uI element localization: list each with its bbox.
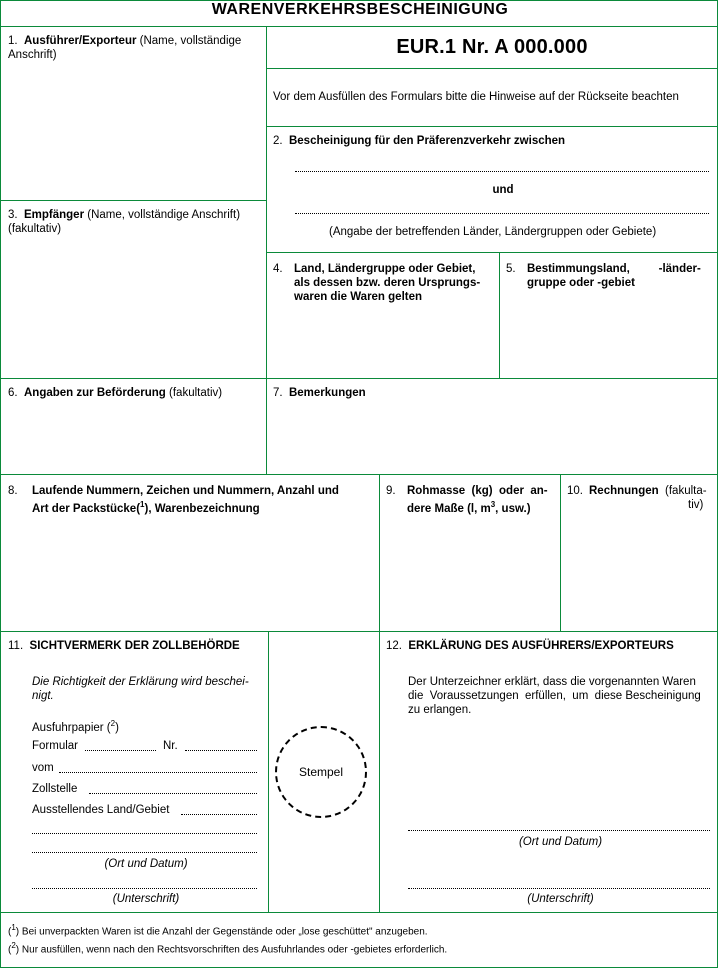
field-label: als dessen bzw. deren Ursprungs- [294, 277, 481, 289]
field-origin-country[interactable] [266, 252, 499, 378]
field-remarks[interactable] [266, 378, 718, 474]
signature-label: (Unterschrift) [527, 893, 594, 905]
field-number: 9. [386, 485, 396, 497]
field-number: 1. [8, 35, 18, 47]
field-number: 4. [273, 263, 283, 275]
field-label: Laufende Nummern, Zeichen und Nummern, Anzahl und [32, 485, 339, 497]
form-dotted-field[interactable] [85, 750, 156, 751]
signature-label: (Unterschrift) [112, 893, 180, 905]
vom-dotted-field[interactable] [59, 772, 257, 773]
nr-dotted-field[interactable] [185, 750, 257, 751]
field-label: Angaben zur Beförderung [23, 387, 166, 399]
footnote-ref: 1 [140, 500, 145, 509]
nr-label: Nr. [163, 740, 178, 752]
form-title: WARENVERKEHRSBESCHEINIGUNG [211, 1, 509, 18]
field-detail: tiv) [688, 499, 704, 511]
field-label: Ausführer/Exporteur [23, 35, 137, 47]
form-label: Formular [32, 740, 79, 752]
cert-number-box [266, 26, 718, 68]
field-number: 3. [8, 209, 18, 221]
field-label: gruppe oder -gebiet [527, 277, 635, 289]
field-consignee[interactable] [0, 200, 266, 378]
field-note: (Angabe der betreffenden Länder, Ländergruppen oder Gebiete) [329, 226, 657, 238]
vom-label: vom [32, 762, 54, 774]
field-number: 10. [567, 485, 583, 497]
footnotes: ($^1$) Bei unverpackten Waren ist die Anzahl der Gegenstände oder „lose geschüttet" anzugeben. ($^2$) Nur ausfüllen, wenn nach den Rechtsvorschriften des Ausfuhrlandes oder -gebietes erforderlich. [0, 912, 718, 968]
dotted-line [295, 171, 709, 172]
field-exporter-declaration[interactable] [379, 631, 718, 912]
declaration-text: zu erlangen. [408, 704, 472, 716]
field-label: waren die Waren gelten [294, 291, 423, 303]
dotted-line[interactable] [32, 833, 257, 834]
signature-dotted-field[interactable] [408, 888, 710, 889]
field-label: Bescheinigung für den Präferenzverkehr zwischen [288, 135, 566, 147]
footnote-number: 1 [11, 923, 16, 932]
stamp-label: Stempel [298, 765, 344, 779]
und-label: und [492, 184, 514, 196]
confirm-text: Die Richtigkeit der Erklärung wird beschei- [32, 676, 249, 688]
field-label: ), Warenbezeichnung [144, 502, 260, 515]
field-preference[interactable] [266, 126, 718, 252]
field-gross-mass[interactable] [379, 474, 560, 631]
export-doc-label: ) [115, 721, 119, 734]
instruction-box [266, 68, 718, 126]
dotted-line [295, 213, 709, 214]
issuing-country-label: Ausstellendes Land/Gebiet [32, 804, 170, 816]
field-number: 8. [8, 485, 18, 497]
customs-office-label: Zollstelle [32, 783, 78, 795]
field-invoices[interactable] [560, 474, 718, 631]
place-date-dotted-field[interactable] [408, 830, 710, 831]
field-number: 5. [506, 263, 516, 275]
field-number: 6. [8, 387, 18, 399]
field-label: Land, Ländergruppe oder Gebiet, [294, 263, 476, 275]
place-date-dotted-field[interactable] [32, 852, 257, 853]
place-date-label: (Ort und Datum) [104, 858, 188, 870]
field-detail: (fakultativ) [169, 387, 223, 399]
instruction-text: Vor dem Ausfüllen des Formulars bitte die Hinweise auf der Rückseite beachten [273, 91, 679, 103]
footnote-text: Nur ausfüllen, wenn nach den Rechtsvorschriften des Ausfuhrlandes oder -gebietes erforderlich. [19, 944, 448, 956]
field-detail: (fakulta- [665, 485, 707, 497]
field-number: 11. [8, 640, 24, 652]
field-number: 2. [273, 135, 283, 147]
declaration-text: Der Unterzeichner erklärt, dass die vorgenannten Waren [408, 676, 696, 688]
place-date-label: (Ort und Datum) [518, 836, 603, 848]
field-detail: (Name, vollständige Anschrift) [87, 209, 241, 221]
field-label: Art der Packstücke( [32, 502, 141, 515]
field-detail: (Name, vollständige [139, 35, 242, 47]
footnote-number: 2 [11, 941, 16, 951]
field-label: Bestimmungsland, -länder- [527, 263, 701, 275]
field-detail: Anschrift) [8, 49, 57, 61]
field-label: dere Maße (l, m [407, 502, 491, 515]
stamp-circle [275, 726, 367, 818]
field-exporter[interactable] [0, 26, 266, 200]
superscript: 3 [490, 500, 496, 509]
field-label: Empfänger [23, 209, 85, 221]
export-doc-label: Ausfuhrpapier ( [32, 721, 111, 734]
field-destination-country[interactable] [499, 252, 718, 378]
cert-number: EUR.1 Nr. A 000.000 [396, 36, 588, 58]
field-label: Bemerkungen [288, 387, 366, 399]
field-transport[interactable] [0, 378, 266, 474]
field-label: ERKLÄRUNG DES AUSFÜHRERS/EXPORTEURS [408, 640, 674, 652]
footnote-text: Bei unverpackten Waren ist die Anzahl der Gegenstände oder „lose geschüttet" anzugeben. [19, 926, 428, 938]
field-number: 7. [273, 387, 283, 399]
field-label: Rohmasse (kg) oder an- [407, 485, 548, 497]
stamp-divider [268, 632, 269, 913]
field-number: 12. [386, 640, 402, 652]
confirm-text: nigt. [32, 690, 54, 702]
field-label: Rechnungen [589, 485, 659, 497]
declaration-text: die Voraussetzungen erfüllen, um diese Bescheinigung [408, 690, 701, 702]
field-label: , usw.) [495, 502, 531, 515]
customs-dotted-field[interactable] [89, 793, 257, 794]
footnote-ref: 2 [110, 719, 116, 728]
issuing-dotted-field[interactable] [181, 814, 257, 815]
signature-dotted-field[interactable] [32, 888, 257, 889]
field-goods-description[interactable] [0, 474, 379, 631]
field-label: SICHTVERMERK DER ZOLLBEHÖRDE [29, 640, 240, 652]
field-detail: (fakultativ) [8, 223, 62, 235]
